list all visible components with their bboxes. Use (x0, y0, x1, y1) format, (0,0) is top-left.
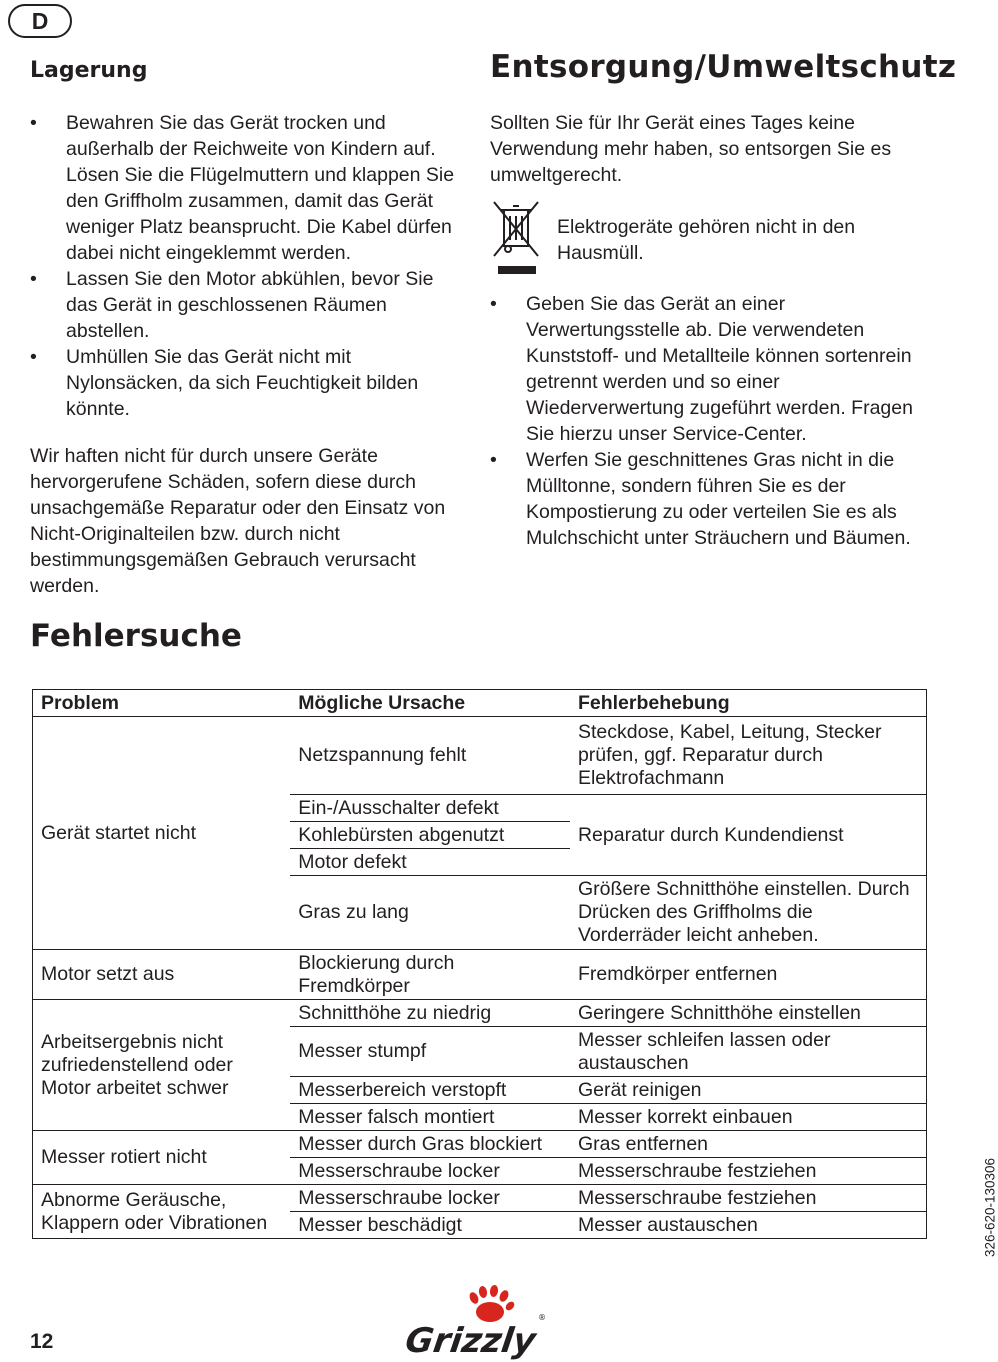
lagerung-bullet: • Umhüllen Sie das Gerät nicht mit Nylonsäcken, da sich Feuchtigkeit bilden könnte. (30, 344, 470, 422)
cause-cell: Messer stumpf (290, 1027, 570, 1077)
fix-cell: Größere Schnitthöhe einstellen. Durch Drücken des Griffholms die Vorderräder leicht anheben. (570, 876, 927, 950)
problem-cell: Arbeitsergebnis nicht zufriedenstellend oder Motor arbeitet schwer (33, 1000, 291, 1131)
brand-wordmark: Grizzly (402, 1321, 539, 1361)
lagerung-section (30, 110, 470, 599)
problem-cell: Motor setzt aus (33, 950, 291, 1000)
cause-cell: Blockierung durch Fremdkörper (290, 950, 570, 1000)
paw-icon (468, 1285, 516, 1322)
lagerung-heading: Lagerung (30, 58, 148, 83)
registered-mark: ® (538, 1313, 546, 1322)
entsorgung-heading: Entsorgung/Umweltschutz (490, 49, 957, 85)
cause-cell: Messerschraube locker (290, 1185, 570, 1212)
cause-cell: Messer durch Gras blockiert (290, 1131, 570, 1158)
lagerung-bullet: • Lassen Sie den Motor abkühlen, bevor Sie das Gerät in geschlossenen Räumen abstellen. (30, 266, 470, 344)
weee-note: Elektrogeräte gehören nicht in den Hausmüll. (557, 216, 856, 264)
cause-cell: Messer beschädigt (290, 1212, 570, 1239)
cause-cell: Ein-/Ausschalter defekt (290, 795, 570, 822)
table-row (33, 717, 927, 795)
fix-cell: Fremdkörper entfernen (570, 950, 927, 1000)
fix-cell: Messerschraube festziehen (570, 1185, 927, 1212)
troubleshooting-table (32, 689, 927, 1239)
cause-cell: Messer falsch montiert (290, 1104, 570, 1131)
fix-cell: Messerschraube festziehen (570, 1158, 927, 1185)
header-cause: Mögliche Ursache (290, 690, 570, 717)
table-row (33, 1131, 927, 1158)
table-row (33, 950, 927, 1000)
fix-cell: Reparatur durch Kundendienst (570, 795, 927, 876)
fix-cell: Steckdose, Kabel, Leitung, Stecker prüfen, ggf. Reparatur durch Elektrofachmann (570, 717, 927, 795)
fix-cell: Gras entfernen (570, 1131, 927, 1158)
fix-cell: Messer schleifen lassen oder austauschen (570, 1027, 927, 1077)
entsorgung-section (490, 291, 930, 551)
problem-cell: Abnorme Geräusche, Klappern oder Vibrationen (41, 1188, 268, 1234)
fix-cell: Geringere Schnitthöhe einstellen (570, 1000, 927, 1027)
entsorgung-bullet: • Werfen Sie geschnittenes Gras nicht in die Mülltonne, sondern führen Sie es der Kompostierung zu oder verteilen Sie es als Mulchschicht unter Sträuchern und Bäumen. (490, 447, 930, 551)
cause-cell: Motor defekt (290, 849, 570, 876)
problem-cell: Gerät startet nicht (41, 821, 196, 844)
fix-cell: Messer korrekt einbauen (570, 1104, 927, 1131)
table-header-row (33, 690, 927, 717)
header-fix: Fehlerbehebung (570, 690, 927, 717)
grizzly-logo (402, 1282, 550, 1362)
table-row (33, 1185, 927, 1212)
lagerung-bullet-list (30, 110, 470, 422)
fix-cell: Messer austauschen (570, 1212, 927, 1239)
fehlersuche-heading: Fehlersuche (30, 618, 242, 654)
language-badge: D (8, 4, 72, 38)
header-problem: Problem (33, 690, 291, 717)
lagerung-bullet: • Bewahren Sie das Gerät trocken und außerhalb der Reichweite von Kindern auf. Lösen Sie die Flügelmuttern und klappen Sie den Griffholm zusammen, damit das Gerät weniger Platz beansprucht. Die Kabel dürfen dabei nicht eingeklemmt werden. (30, 110, 470, 266)
crossed-out-wheelie-bin-icon (492, 200, 542, 280)
cause-cell: Kohlebürsten abgenutzt (290, 822, 570, 849)
entsorgung-bullet-list (490, 291, 930, 551)
entsorgung-bullet: • Geben Sie das Gerät an einer Verwertungsstelle ab. Die verwendeten Kunststoff- und Metallteile können sortenrein getrennt werden und so einer Wiederverwertung zugeführt werden. Fragen Sie hierzu unser Service-Center. (490, 291, 930, 447)
cause-cell: Schnitthöhe zu niedrig (290, 1000, 570, 1027)
cause-cell: Netzspannung fehlt (298, 744, 467, 766)
entsorgung-intro: Sollten Sie für Ihr Gerät eines Tages keine Verwendung mehr haben, so entsorgen Sie es umweltgerecht. (490, 112, 892, 186)
liability-paragraph: Wir haften nicht für durch unsere Geräte hervorgerufene Schäden, sofern diese durch unsachgemäße Reparatur oder den Einsatz von Nicht-Originalteilen bzw. durch nicht bestimmungsgemäßen Gebrauch verursacht werden. (30, 445, 446, 597)
problem-cell: Messer rotiert nicht (33, 1131, 291, 1185)
cause-cell: Messerschraube locker (290, 1158, 570, 1185)
table-row (33, 1000, 927, 1027)
page-number: 12 (30, 1330, 54, 1353)
article-code: 326-620-130306 (982, 1157, 998, 1258)
cause-cell: Messerbereich verstopft (290, 1077, 570, 1104)
cause-cell: Gras zu lang (290, 876, 570, 950)
fix-cell: Gerät reinigen (570, 1077, 927, 1104)
